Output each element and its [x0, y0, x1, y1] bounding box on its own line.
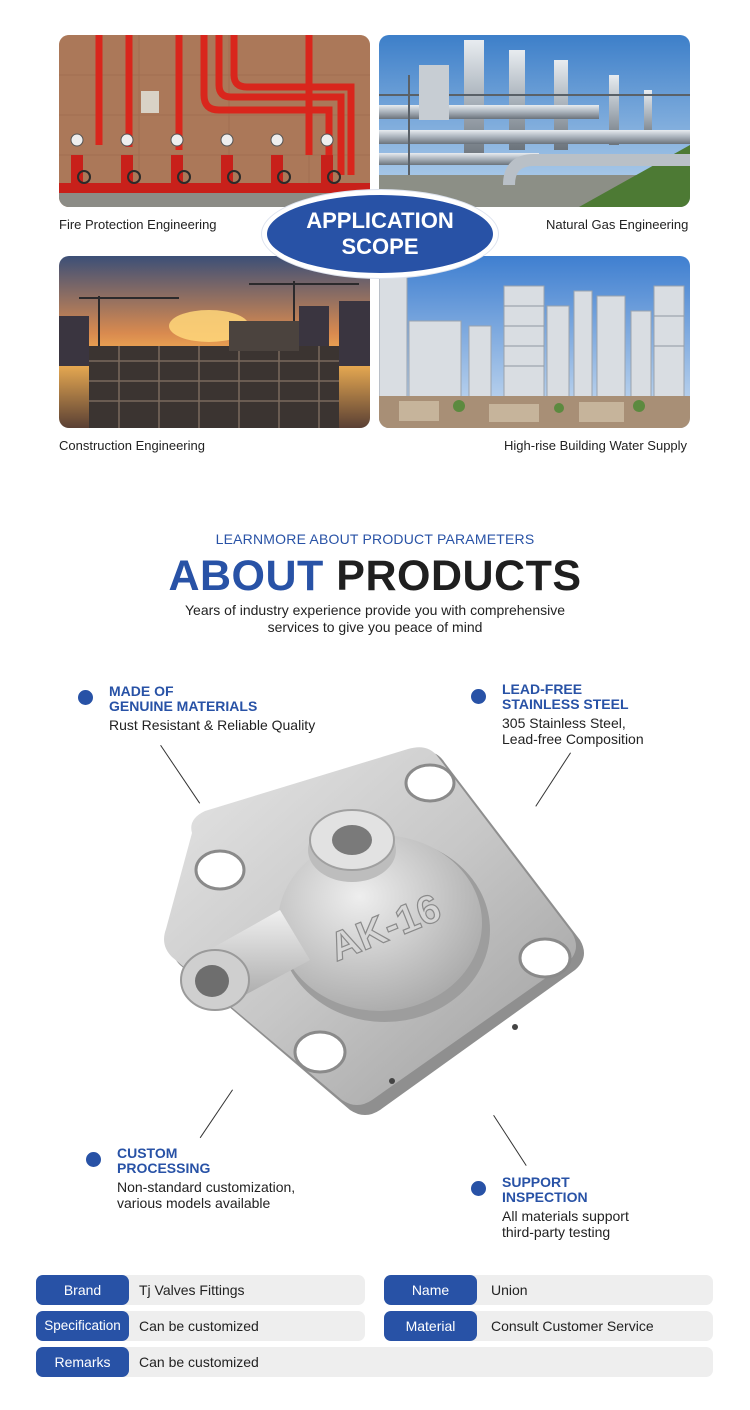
feature-desc-line-1: Rust Resistant & Reliable Quality	[109, 717, 316, 733]
feature-title-line-2: INSPECTION	[502, 1189, 588, 1205]
spec-value-remarks: Can be customized	[139, 1354, 259, 1370]
natural-gas-photo	[379, 35, 690, 207]
bullet-dot	[471, 1181, 486, 1196]
caption-natural-gas: Natural Gas Engineering	[546, 217, 689, 232]
caption-fire-protection: Fire Protection Engineering	[59, 217, 217, 232]
feature-desc-line-1: All materials support	[502, 1208, 629, 1224]
spec-label-specification: Specification	[36, 1311, 129, 1341]
subtitle-line-1: Years of industry experience provide you with comprehensive	[184, 602, 566, 618]
spec-value-name: Union	[491, 1282, 528, 1298]
feature-desc-line-1: 305 Stainless Steel,	[502, 715, 626, 731]
spec-label-brand: Brand	[36, 1275, 129, 1305]
spec-value-specification: Can be customized	[139, 1318, 259, 1334]
construction-photo	[59, 256, 370, 428]
badge-line-2: SCOPE	[341, 234, 419, 259]
badge-line-1: APPLICATION	[306, 208, 454, 233]
feature-title-line-1: SUPPORT	[502, 1174, 570, 1190]
feature-title-line-1: CUSTOM	[117, 1145, 178, 1161]
spec-label-remarks: Remarks	[36, 1347, 129, 1377]
fire-protection-photo	[59, 35, 370, 207]
caption-construction: Construction Engineering	[59, 438, 205, 453]
feature-desc-line-1: Non-standard customization,	[117, 1179, 296, 1195]
feature-title-line-2: GENUINE MATERIALS	[109, 698, 258, 714]
spec-label-name: Name	[384, 1275, 477, 1305]
bullet-dot	[86, 1152, 101, 1167]
high-rise-photo	[379, 256, 690, 428]
feature-title-line-2: PROCESSING	[117, 1160, 211, 1176]
subtitle-line-2: services to give you peace of mind	[267, 619, 483, 635]
feature-desc-line-2: various models available	[117, 1195, 271, 1211]
feature-title-line-1: MADE OF	[109, 683, 174, 699]
spec-label-material: Material	[384, 1311, 477, 1341]
section-title	[0, 552, 750, 601]
product-image	[160, 745, 600, 1125]
application-scope-badge	[262, 190, 498, 278]
feature-desc-line-2: Lead-free Composition	[502, 731, 644, 747]
feature-title-line-1: LEAD-FREE	[502, 681, 583, 697]
product-marking: AK-16	[323, 885, 447, 970]
bullet-dot	[471, 689, 486, 704]
caption-high-rise: High-rise Building Water Supply	[504, 438, 688, 453]
spec-value-material: Consult Customer Service	[491, 1318, 654, 1334]
spec-row-remarks	[36, 1347, 713, 1377]
section-kicker: LEARNMORE ABOUT PRODUCT PARAMETERS	[215, 531, 535, 547]
title-dark-word: PRODUCTS	[336, 552, 582, 600]
bullet-dot	[78, 690, 93, 705]
spec-value-brand: Tj Valves Fittings	[139, 1282, 245, 1298]
title-blue-word: ABOUT	[168, 552, 324, 600]
feature-desc-line-2: third-party testing	[502, 1224, 611, 1240]
feature-title-line-2: STAINLESS STEEL	[502, 696, 629, 712]
